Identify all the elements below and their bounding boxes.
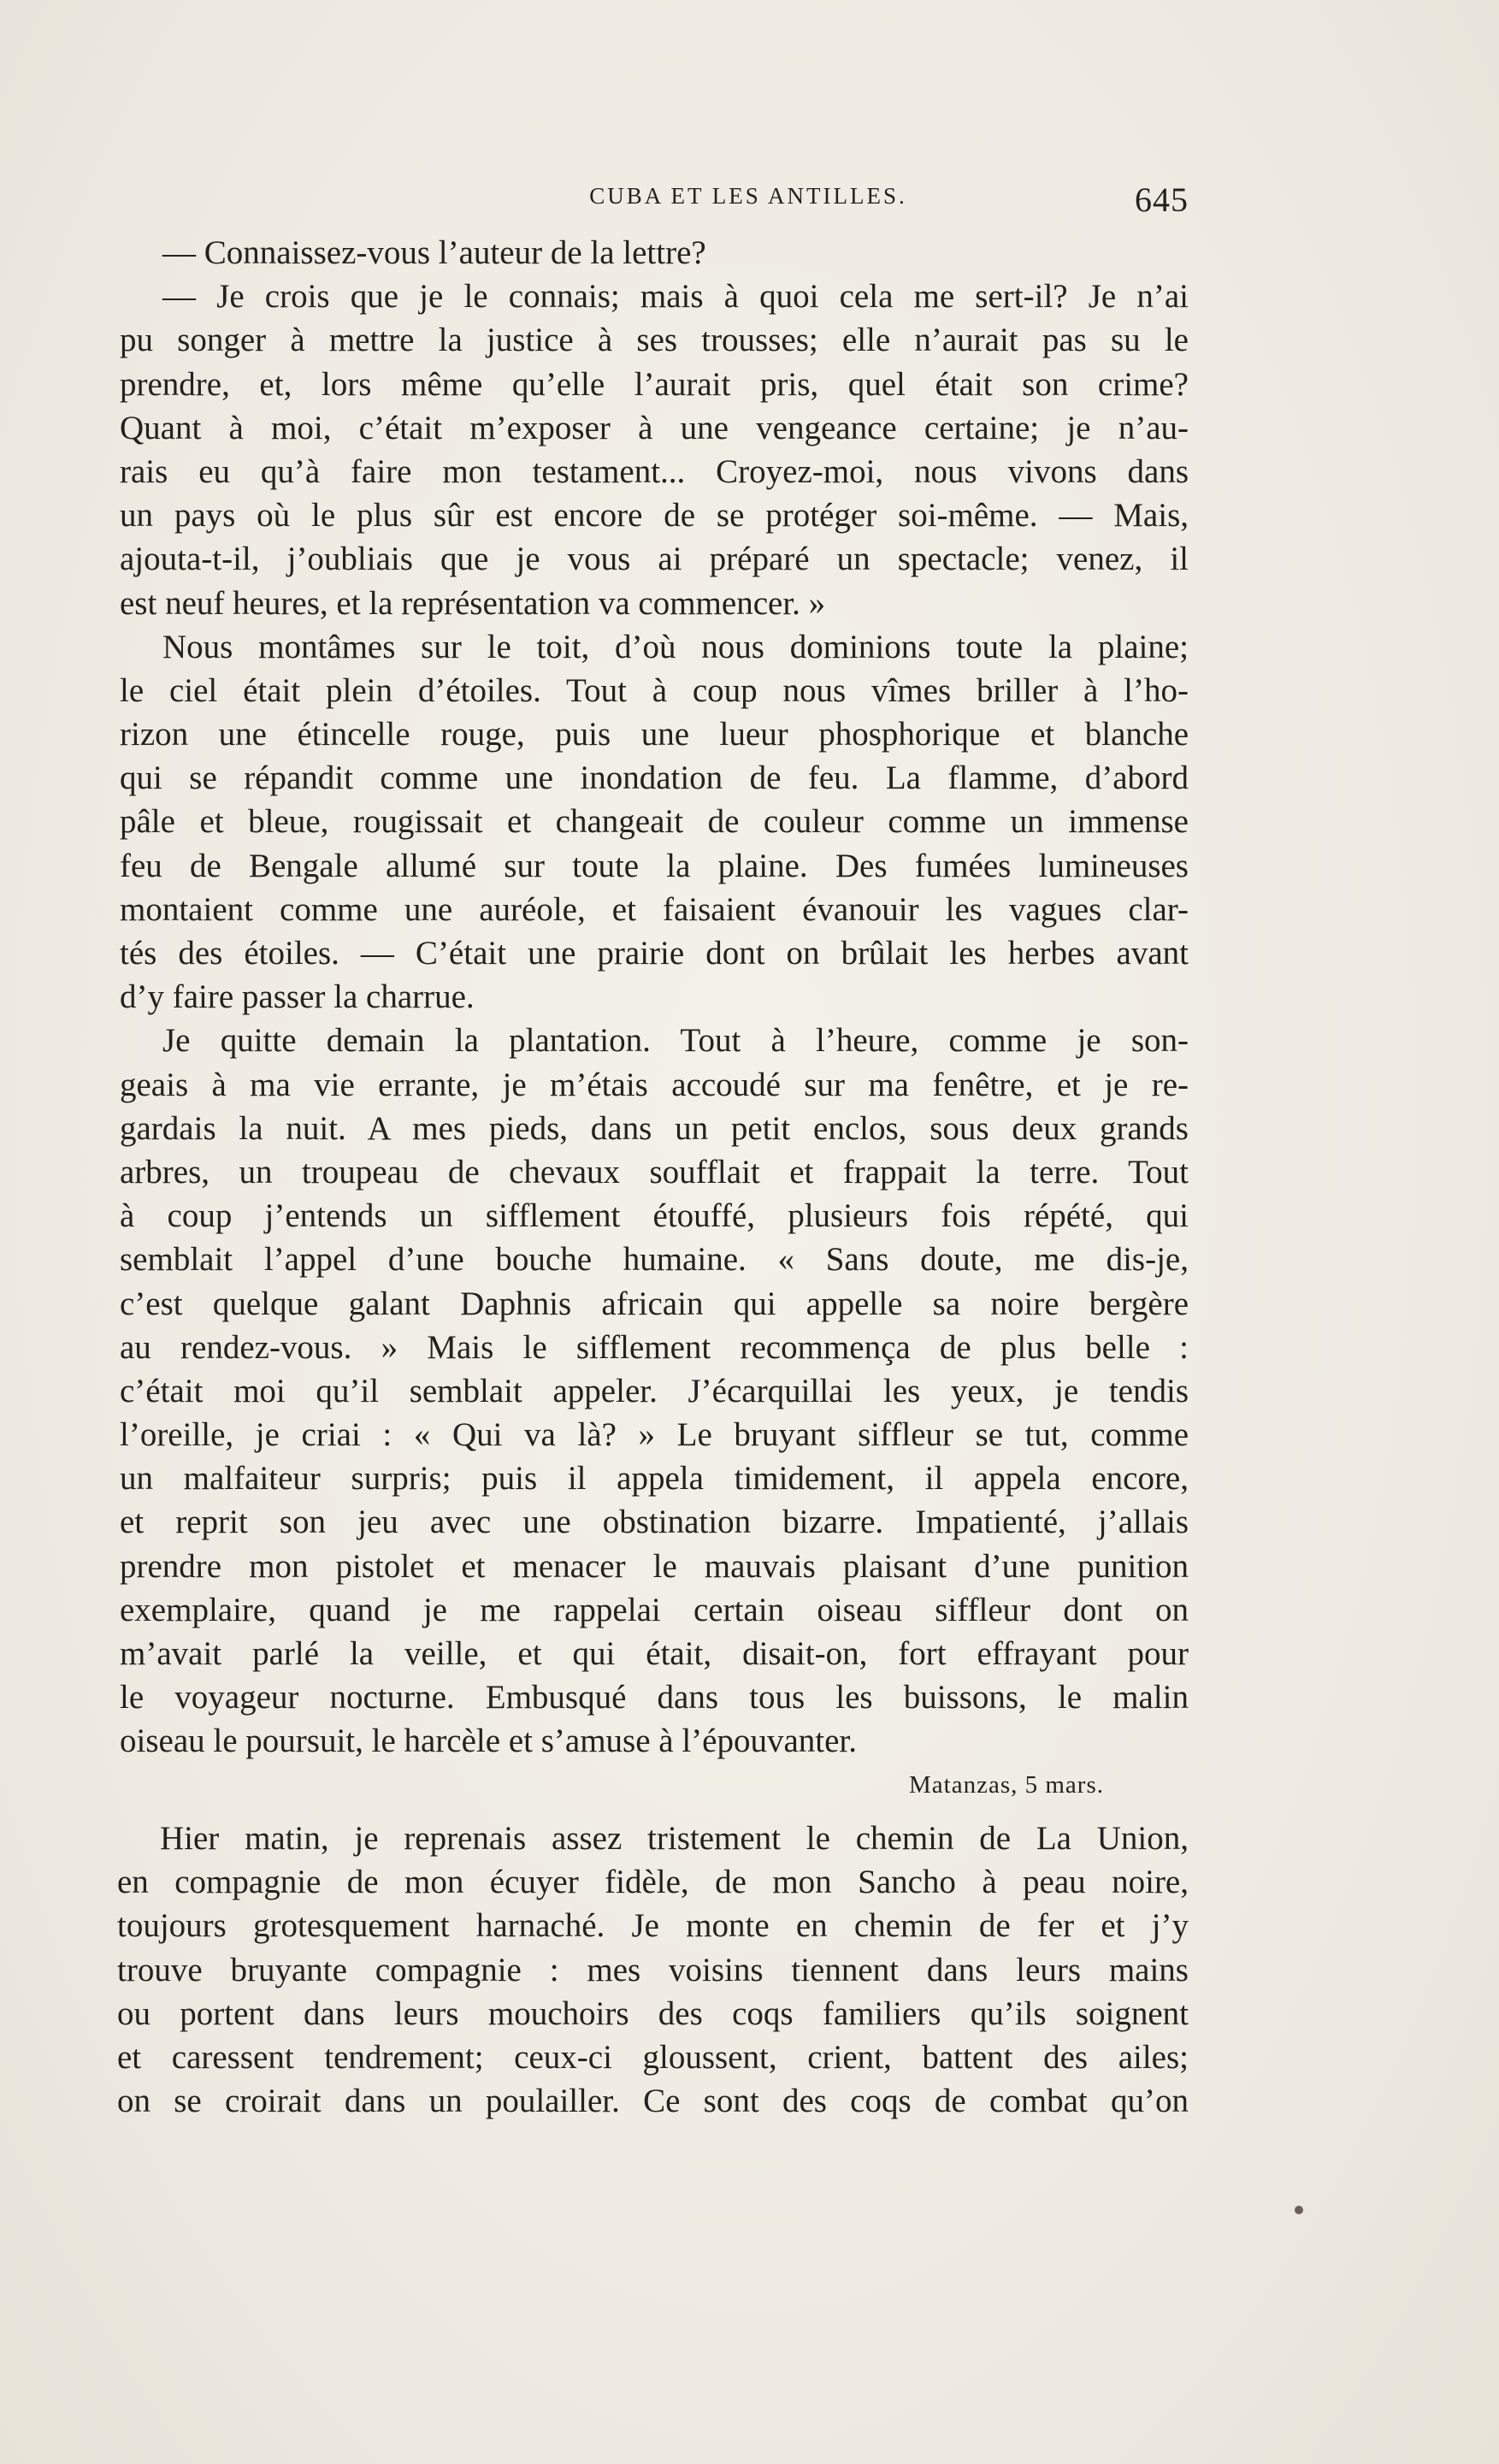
text-line: en compagnie de mon écuyer fidèle, de mon Sancho à peau noire, bbox=[117, 1864, 1189, 1901]
text-line: exemplaire, quand je me rappelai certain oiseau siffleur dont on bbox=[120, 1591, 1189, 1628]
text-line: Nous montâmes sur le toit, d’où nous dominions toute la plaine; bbox=[162, 628, 1189, 665]
text-line: ou portent dans leurs mouchoirs des coqs familiers qu’ils soignent bbox=[117, 1994, 1189, 2032]
text-line: arbres, un troupeau de chevaux soufflait et frappait la terre. Tout bbox=[120, 1153, 1189, 1191]
text-line: un malfaiteur surpris; puis il appela timidement, il appela encore, bbox=[120, 1460, 1189, 1498]
text-line: et caressent tendrement; ceux-ci gloussent, crient, battent des ailes; bbox=[117, 2038, 1189, 2076]
text-line: prendre, et, lors même qu’elle l’aurait pris, quel était son crime? bbox=[120, 365, 1189, 403]
text-line: pâle et bleue, rougissait et changeait de couleur comme un immense bbox=[120, 803, 1189, 841]
text-line: le voyageur nocturne. Embusqué dans tous les buissons, le malin bbox=[120, 1679, 1189, 1717]
text-line: Quant à moi, c’était m’exposer à une vengeance certaine; je n’au- bbox=[120, 409, 1189, 446]
running-head bbox=[120, 180, 1189, 226]
second-section-text bbox=[117, 1817, 1189, 2123]
text-line: c’était moi qu’il semblait appeler. J’écarquillai les yeux, je tendis bbox=[120, 1372, 1189, 1409]
text-line: trouve bruyante compagnie : mes voisins tiennent dans leurs mains bbox=[117, 1951, 1189, 1988]
dateline: Matanzas, 5 mars. bbox=[909, 1771, 1104, 1799]
text-line: c’est quelque galant Daphnis africain qui appelle sa noire bergère bbox=[120, 1285, 1189, 1322]
text-line: oiseau le poursuit, le harcèle et s’amuse à l’épouvanter. bbox=[120, 1722, 857, 1760]
text-line: montaient comme une auréole, et faisaient évanouir les vagues clar- bbox=[120, 890, 1189, 928]
text-line: Hier matin, je reprenais assez tristement le chemin de La Union, bbox=[160, 1820, 1189, 1857]
text-line: d’y faire passer la charrue. bbox=[120, 978, 475, 1016]
running-title: CUBA ET LES ANTILLES. bbox=[589, 183, 907, 209]
text-line: — Connaissez-vous l’auteur de la lettre? bbox=[162, 234, 706, 271]
text-line: ajouta-t-il, j’oubliais que je vous ai préparé un spectacle; venez, il bbox=[120, 541, 1189, 578]
text-line: l’oreille, je criai : « Qui va là? » Le bruyant siffleur se tut, comme bbox=[120, 1416, 1189, 1454]
text-line: semblait l’appel d’une bouche humaine. « Sans doute, me dis-je, bbox=[120, 1241, 1189, 1279]
text-line: gardais la nuit. A mes pieds, dans un petit enclos, sous deux grands bbox=[120, 1109, 1189, 1147]
text-line: on se croirait dans un poulailler. Ce sont des coqs de combat qu’on bbox=[117, 2083, 1189, 2120]
ink-speck bbox=[1295, 2206, 1303, 2214]
page-number: 645 bbox=[1135, 180, 1189, 219]
text-line: — Je crois que je le connais; mais à quoi cela me sert-il? Je n’ai bbox=[162, 278, 1189, 316]
text-line: est neuf heures, et la représentation va commencer. » bbox=[120, 584, 826, 622]
text-line: au rendez-vous. » Mais le sifflement recommença de plus belle : bbox=[120, 1328, 1189, 1366]
text-line: et reprit son jeu avec une obstination bizarre. Impatienté, j’allais bbox=[120, 1504, 1189, 1541]
text-line: Je quitte demain la plantation. Tout à l’heure, comme je son- bbox=[162, 1022, 1189, 1060]
text-line: geais à ma vie errante, je m’étais accoudé sur ma fenêtre, et je re- bbox=[120, 1066, 1189, 1103]
text-line: à coup j’entends un sifflement étouffé, plusieurs fois répété, qui bbox=[120, 1197, 1189, 1235]
text-line: prendre mon pistolet et menacer le mauvais plaisant d’une punition bbox=[120, 1547, 1189, 1585]
text-line: rais eu qu’à faire mon testament... Croyez-moi, nous vivons dans bbox=[120, 452, 1189, 490]
text-line: un pays où le plus sûr est encore de se protéger soi-même. — Mais, bbox=[120, 497, 1189, 535]
main-text bbox=[120, 231, 1189, 1764]
text-line: feu de Bengale allumé sur toute la plaine. Des fumées lumineuses bbox=[120, 847, 1189, 884]
text-line: rizon une étincelle rouge, puis une lueur phosphorique et blanche bbox=[120, 716, 1189, 753]
text-line: qui se répandit comme une inondation de feu. La flamme, d’abord bbox=[120, 759, 1189, 797]
text-line: toujours grotesquement harnaché. Je monte en chemin de fer et j’y bbox=[117, 1907, 1189, 1945]
text-line: m’avait parlé la veille, et qui était, disait-on, fort effrayant pour bbox=[120, 1635, 1189, 1672]
text-line: tés des étoiles. — C’était une prairie dont on brûlait les herbes avant bbox=[120, 935, 1189, 972]
text-line: pu songer à mettre la justice à ses trousses; elle n’aurait pas su le bbox=[120, 322, 1189, 359]
text-line: le ciel était plein d’étoiles. Tout à coup nous vîmes briller à l’ho- bbox=[120, 671, 1189, 709]
